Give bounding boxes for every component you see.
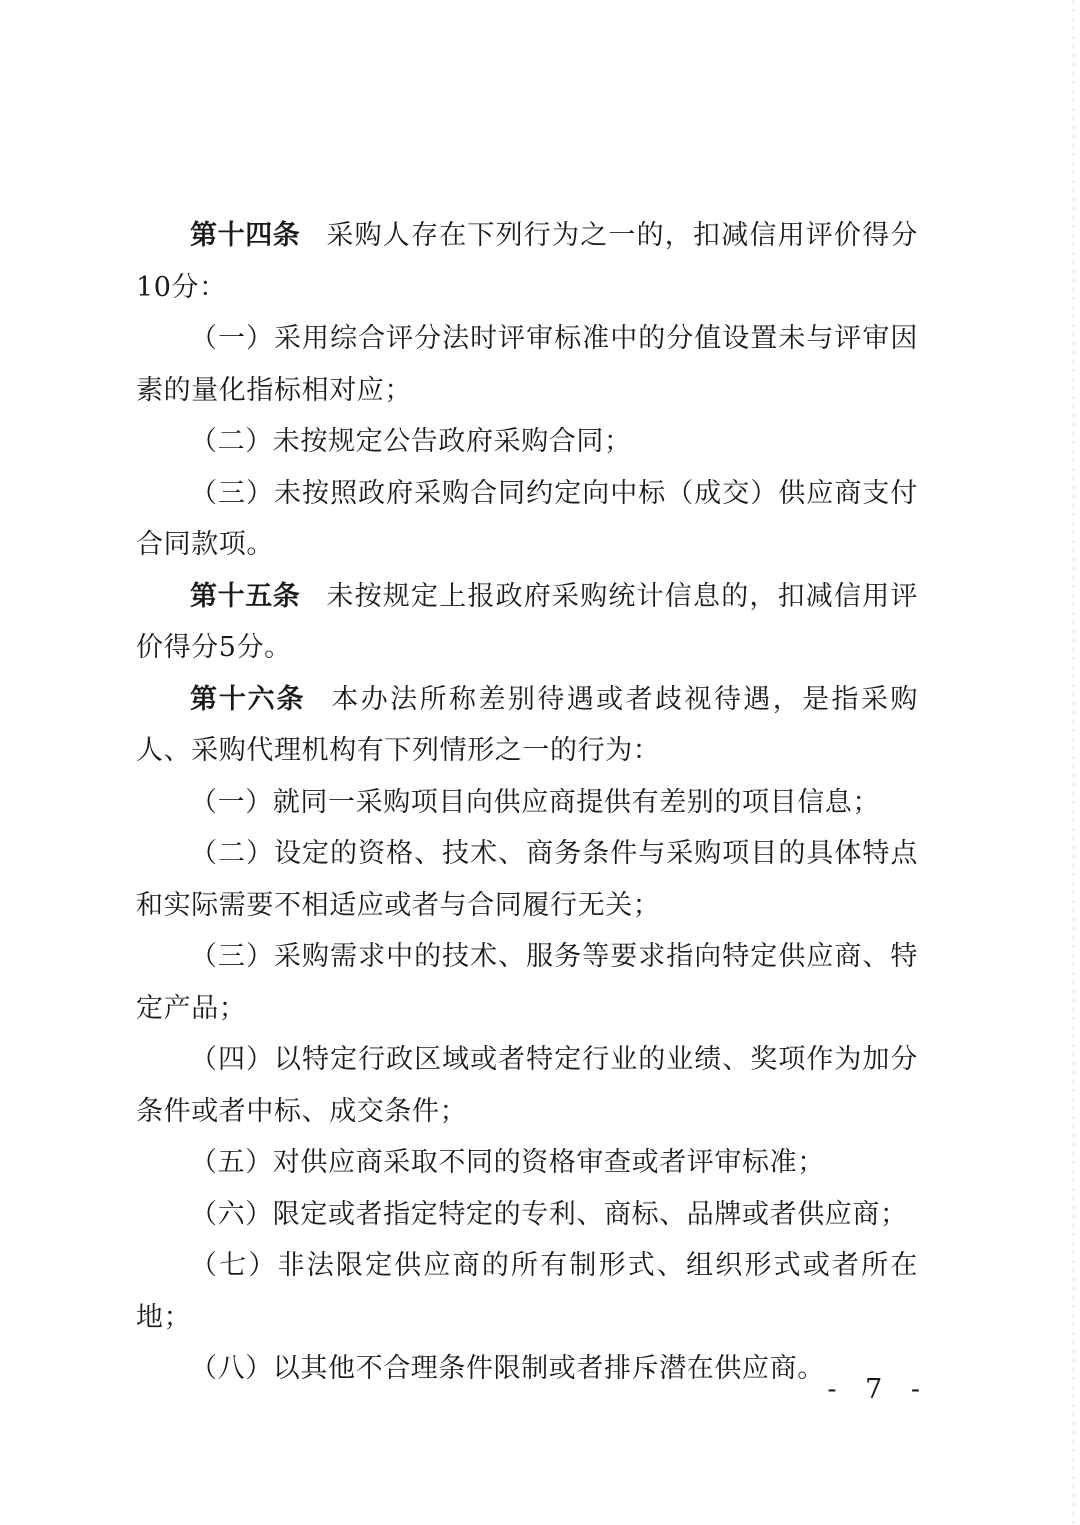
item-text: （三）采购需求中的技术、服务等要求指向特定供应商、特定产品；	[136, 941, 918, 1024]
article-heading: 第十四条	[190, 220, 301, 251]
article-16-item-4	[136, 1034, 918, 1137]
article-16	[136, 674, 918, 777]
article-14-item-3	[136, 468, 918, 571]
article-16-item-6	[136, 1189, 918, 1241]
item-text: （二）设定的资格、技术、商务条件与采购项目的具体特点和实际需要不相适应或者与合同履行无关；	[136, 838, 918, 921]
article-text: 采购人存在下列行为之一的，扣减信用评价得分10分：	[136, 220, 918, 303]
article-15	[136, 571, 918, 674]
article-heading: 第十六条	[190, 683, 306, 715]
article-14-item-2	[136, 416, 918, 468]
article-16-item-3	[136, 931, 918, 1034]
item-text: （八）以其他不合理条件限制或者排斥潜在供应商。	[190, 1353, 825, 1384]
scan-edge-mark	[1073, 0, 1074, 1525]
item-text: （一）就同一采购项目向供应商提供有差别的项目信息；	[190, 786, 880, 818]
article-text: 未按规定上报政府采购统计信息的，扣减信用评价得分5分。	[136, 580, 918, 663]
article-14	[136, 210, 918, 313]
article-16-item-1	[136, 777, 918, 829]
document-body	[136, 210, 918, 1395]
article-16-item-5	[136, 1137, 918, 1189]
article-heading: 第十五条	[190, 580, 301, 612]
item-text: （六）限定或者指定特定的专利、商标、品牌或者供应商；	[190, 1198, 908, 1230]
item-text: （五）对供应商采取不同的资格审查或者评审标准；	[190, 1147, 825, 1178]
item-text: （三）未按照政府采购合同约定向中标（成交）供应商支付合同款项。	[136, 477, 918, 560]
article-16-item-8	[136, 1343, 918, 1395]
article-text: 本办法所称差别待遇或者歧视待遇，是指采购人、采购代理机构有下列情形之一的行为：	[136, 683, 919, 766]
item-text: （二）未按规定公告政府采购合同；	[190, 426, 632, 457]
item-text: （七）非法限定供应商的所有制形式、组织形式或者所在地；	[136, 1250, 918, 1333]
item-text: （四）以特定行政区域或者特定行业的业绩、奖项作为加分条件或者中标、成交条件；	[136, 1044, 918, 1127]
article-16-item-7	[136, 1240, 918, 1343]
page-number: - 7 -	[827, 1374, 930, 1405]
item-text: （一）采用综合评分法时评审标准中的分值设置未与评审因素的量化指标相对应；	[136, 323, 918, 406]
article-14-item-1	[136, 313, 918, 416]
article-16-item-2	[136, 828, 918, 931]
